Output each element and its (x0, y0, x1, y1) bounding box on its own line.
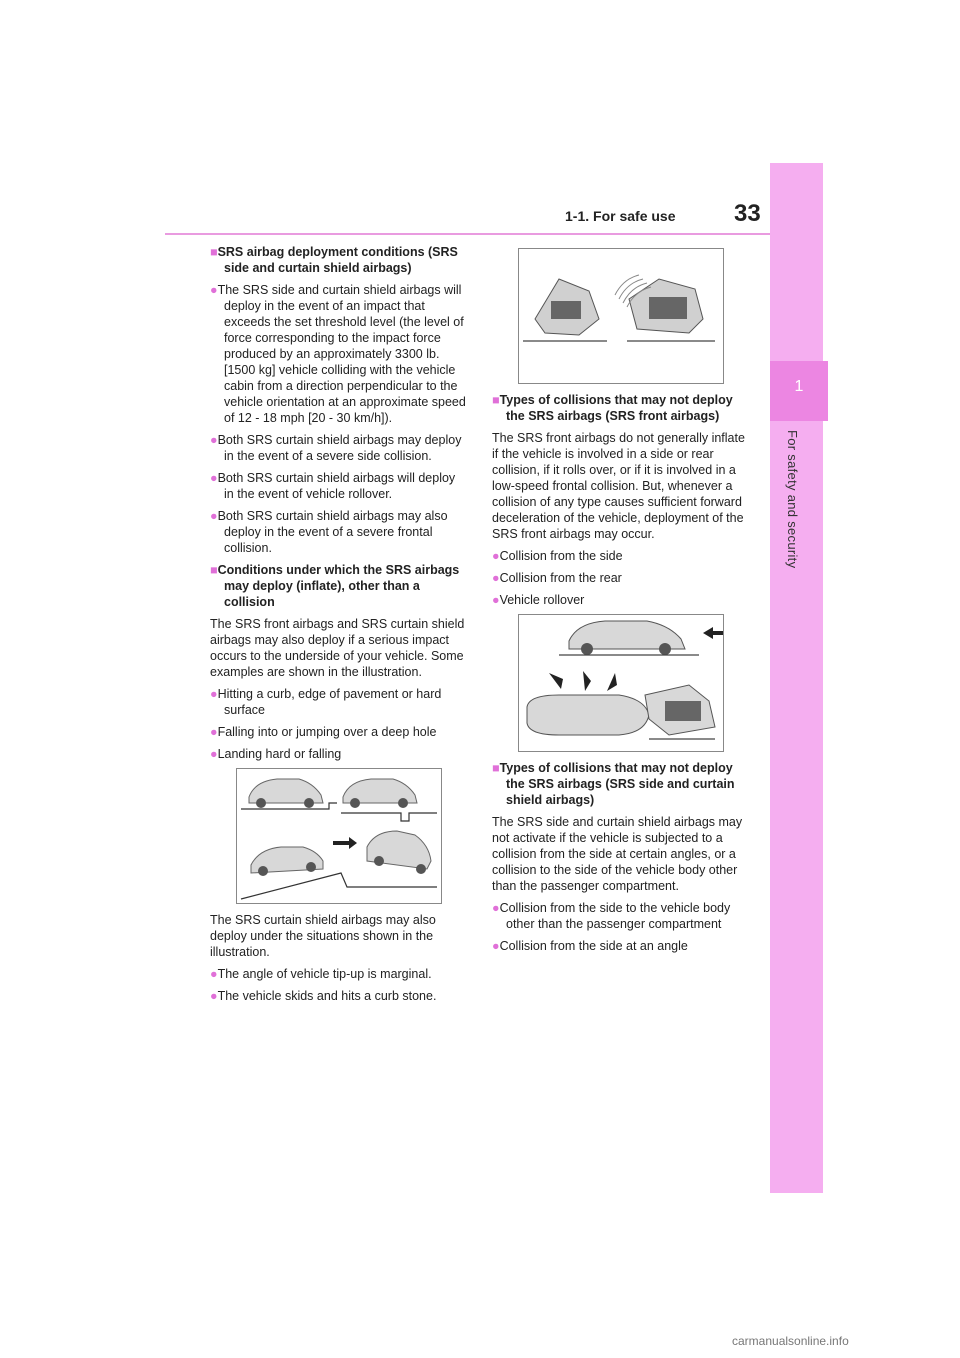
illustration-tip-up-curb (518, 248, 724, 384)
list-item: ●Falling into or jumping over a deep hole (210, 725, 437, 739)
circle-bullet-icon: ● (492, 939, 500, 953)
circle-bullet-icon: ● (210, 509, 218, 523)
circle-bullet-icon: ● (210, 747, 218, 761)
circle-bullet-icon: ● (492, 571, 500, 585)
header-rule (165, 233, 770, 235)
list-item: ●Vehicle rollover (492, 593, 585, 607)
square-heading-icon: ■ (210, 563, 218, 577)
circle-bullet-icon: ● (210, 471, 218, 485)
square-heading-icon: ■ (492, 393, 500, 407)
chapter-title: For safety and security (785, 430, 800, 569)
circle-bullet-icon: ● (492, 593, 500, 607)
list-item: ●The vehicle skids and hits a curb stone. (210, 989, 437, 1003)
paragraph: The SRS front airbags do not generally inflate if the vehicle is involved in a side or rear collision, if it rolls over, or if it is involved in a low-speed frontal collision. But, whenever a collision of any type causes sufficient forward deceleration of the vehicle, deployment of the SRS front airbags may occur. (492, 431, 745, 541)
list-item: ●Both SRS curtain shield airbags may deploy in the event of a severe side collision. (210, 433, 462, 463)
circle-bullet-icon: ● (210, 967, 218, 981)
heading-deployment-side-curtain: ■SRS airbag deployment conditions (SRS side and curtain shield airbags) (210, 245, 458, 275)
square-heading-icon: ■ (210, 245, 218, 259)
section-title: 1-1. For safe use (565, 208, 676, 224)
list-item: ●Both SRS curtain shield airbags will deploy in the event of vehicle rollover. (210, 471, 456, 501)
list-item: ●Collision from the side to the vehicle body other than the passenger compartment (492, 901, 731, 931)
chapter-number: 1 (794, 378, 804, 395)
heading-conditions-other: ■Conditions under which the SRS airbags may deploy (inflate), other than a collision (210, 563, 460, 609)
paragraph: The SRS curtain shield airbags may also deploy under the situations shown in the illustration. (210, 913, 436, 959)
left-column (210, 244, 468, 1010)
heading-side-curtain-not-deploy: ■Types of collisions that may not deploy the SRS airbags (SRS side and curtain shield airbags) (492, 761, 735, 807)
list-item: ●The angle of vehicle tip-up is marginal. (210, 967, 432, 981)
list-item: ●Collision from the side (492, 549, 623, 563)
watermark: carmanualsonline.info (732, 1334, 849, 1348)
list-item: ●Both SRS curtain shield airbags may also deploy in the event of a severe frontal collision. (210, 509, 448, 555)
paragraph: The SRS side and curtain shield airbags may not activate if the vehicle is subjected to a collision from the side at certain angles, or a collision to the side of the vehicle body other than the passenger compartment. (492, 815, 743, 893)
list-item: ●Hitting a curb, edge of pavement or hard surface (210, 687, 442, 717)
square-heading-icon: ■ (492, 761, 500, 775)
circle-bullet-icon: ● (210, 283, 218, 297)
right-column (492, 244, 750, 960)
circle-bullet-icon: ● (210, 989, 218, 1003)
list-item: ●Collision from the side at an angle (492, 939, 688, 953)
list-item: ●Landing hard or falling (210, 747, 342, 761)
list-item: ●The SRS side and curtain shield airbags will deploy in the event of an impact that exceeds the set threshold level (the level of force corresponding to the impact force produced by an approximately 3300 lb. [1500 kg] vehicle colliding with the vehicle cabin from a direction perpendicular to the vehicle orientation at an approximate speed of 12 - 18 mph [20 - 30 km/h]). (210, 283, 466, 425)
circle-bullet-icon: ● (210, 433, 218, 447)
chapter-sidebar (770, 163, 823, 1193)
circle-bullet-icon: ● (210, 725, 218, 739)
paragraph: The SRS front airbags and SRS curtain shield airbags may also deploy if a serious impact occurs to the underside of your vehicle. Some examples are shown in the illustration. (210, 617, 465, 679)
page-number: 33 (734, 200, 761, 227)
illustration-side-rear-rollover (518, 614, 724, 752)
illustration-underside-impacts (236, 768, 442, 904)
circle-bullet-icon: ● (492, 901, 500, 915)
heading-front-not-deploy: ■Types of collisions that may not deploy the SRS airbags (SRS front airbags) (492, 393, 733, 423)
list-item: ●Collision from the rear (492, 571, 622, 585)
circle-bullet-icon: ● (492, 549, 500, 563)
circle-bullet-icon: ● (210, 687, 218, 701)
